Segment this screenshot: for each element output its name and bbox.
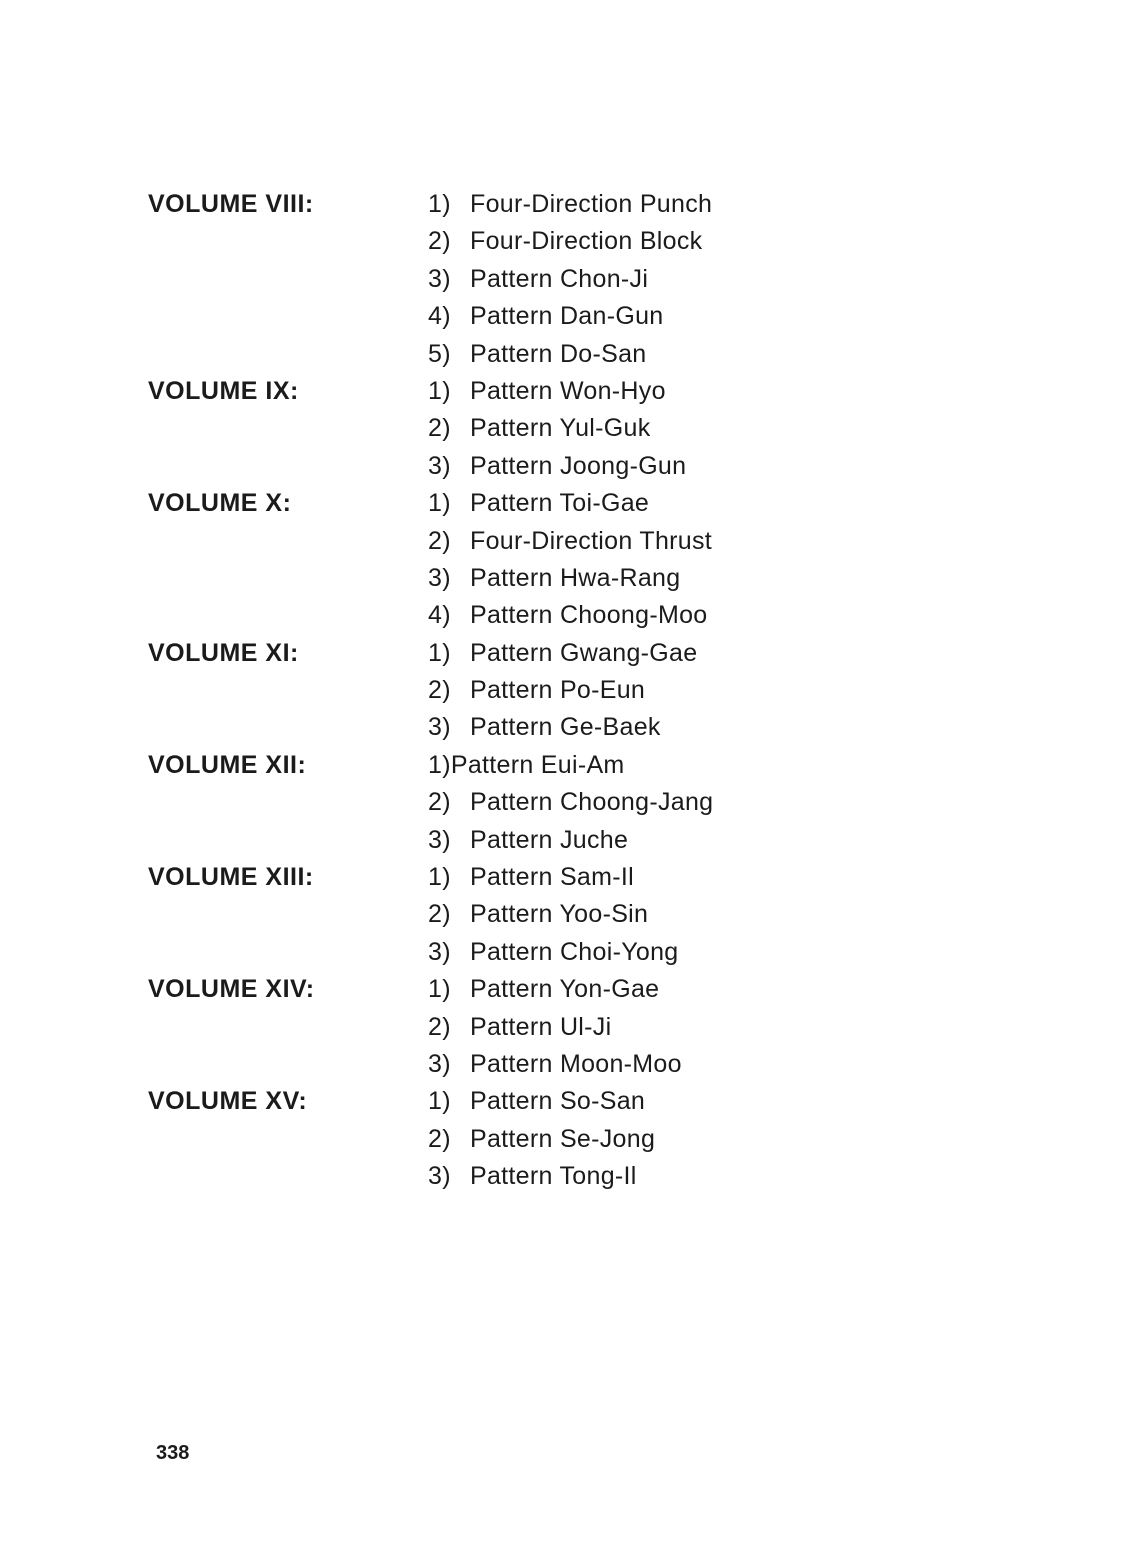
list-item — [428, 336, 848, 373]
item-number: 1) — [428, 863, 451, 892]
item-number: 1) — [428, 638, 451, 667]
item-number: 3) — [428, 563, 451, 592]
list-item — [428, 971, 848, 1008]
item-text: Pattern Ul-Ji — [470, 1012, 612, 1041]
item-text: Pattern Choi-Yong — [470, 937, 679, 966]
item-text: Pattern Toi-Gae — [470, 489, 650, 518]
volume-heading: VOLUME X: — [148, 489, 292, 518]
item-text: Pattern Chon-Ji — [470, 264, 649, 293]
item-text: Four-Direction Punch — [470, 190, 713, 218]
item-text: Pattern Do-San — [470, 339, 647, 368]
item-number: 2) — [428, 676, 451, 705]
item-number: 2) — [428, 788, 451, 817]
list-item — [428, 186, 848, 223]
item-text: Pattern Joong-Gun — [470, 451, 687, 480]
list-item — [428, 298, 848, 335]
volume-block — [148, 485, 848, 635]
list-item — [428, 896, 848, 933]
item-text: Pattern Dan-Gun — [470, 302, 664, 331]
item-text: Pattern Choong-Moo — [470, 601, 708, 630]
item-text: Pattern Tong-Il — [470, 1162, 637, 1191]
item-text: Four-Direction Block — [470, 227, 703, 256]
item-text: Pattern Hwa-Rang — [470, 563, 681, 592]
volume-item-list — [428, 1083, 848, 1195]
volume-item-list — [428, 971, 848, 1083]
list-item — [428, 261, 848, 298]
item-number: 4) — [428, 302, 451, 331]
volume-item-list — [428, 186, 848, 373]
item-number: 1) — [428, 489, 451, 518]
item-number: 4) — [428, 601, 451, 630]
list-item — [428, 747, 848, 784]
volume-block — [148, 859, 848, 971]
volume-heading: VOLUME XV: — [148, 1087, 308, 1116]
volume-item-list — [428, 373, 848, 485]
item-text: Pattern Choong-Jang — [470, 788, 714, 817]
item-number: 3) — [428, 713, 451, 742]
volume-heading: VOLUME XIV: — [148, 975, 315, 1004]
item-number: 2) — [428, 526, 451, 555]
item-text: Pattern Yoo-Sin — [470, 900, 649, 929]
item-number: 2) — [428, 1124, 451, 1153]
volume-block — [148, 747, 848, 859]
item-number: 3) — [428, 264, 451, 293]
list-item — [428, 1158, 848, 1195]
item-text: Pattern Sam-Il — [470, 863, 634, 892]
list-item — [428, 373, 848, 410]
item-text: Pattern So-San — [470, 1087, 646, 1116]
page-number: 338 — [156, 1442, 190, 1464]
list-item — [428, 448, 848, 485]
list-item — [428, 1083, 848, 1120]
volume-item-list — [428, 747, 848, 859]
volume-block — [148, 971, 848, 1083]
volume-block — [148, 1083, 848, 1195]
item-number: 3) — [428, 451, 451, 480]
item-text: Pattern Yul-Guk — [470, 414, 651, 443]
list-item — [428, 635, 848, 672]
volume-heading: VOLUME XI: — [148, 638, 299, 667]
volume-block — [148, 635, 848, 747]
item-number: 2) — [428, 414, 451, 443]
item-text: Pattern Yon-Gae — [470, 975, 660, 1004]
item-text: Pattern Gwang-Gae — [470, 638, 698, 667]
list-item — [428, 1121, 848, 1158]
item-number: 3) — [428, 825, 451, 854]
list-item — [428, 1046, 848, 1083]
volume-heading: VOLUME XIII: — [148, 863, 314, 892]
list-item — [428, 1009, 848, 1046]
list-item — [428, 560, 848, 597]
item-text: Pattern Won-Hyo — [470, 376, 666, 405]
list-item — [428, 597, 848, 634]
list-item — [428, 485, 848, 522]
item-text: Pattern Juche — [470, 825, 629, 854]
list-item — [428, 859, 848, 896]
item-number: 3) — [428, 1162, 451, 1191]
volume-list — [148, 186, 848, 1196]
item-text: Pattern Moon-Moo — [470, 1049, 682, 1078]
list-item — [428, 523, 848, 560]
item-text: Pattern Ge-Baek — [470, 713, 661, 742]
list-item — [428, 934, 848, 971]
volume-heading: VOLUME XII: — [148, 750, 307, 779]
item-text: Pattern Se-Jong — [470, 1124, 656, 1153]
volume-item-list — [428, 859, 848, 971]
list-item — [428, 822, 848, 859]
item-text: Pattern Po-Eun — [470, 676, 646, 705]
volume-block — [148, 373, 848, 485]
item-number: 1) — [428, 190, 451, 218]
volume-item-list — [428, 635, 848, 747]
volume-heading: VOLUME VIII: — [148, 190, 314, 218]
item-number: 2) — [428, 900, 451, 929]
list-item — [428, 223, 848, 260]
item-number: 3) — [428, 937, 451, 966]
list-item — [428, 784, 848, 821]
item-number: 5) — [428, 339, 451, 368]
item-number: 1) — [428, 750, 451, 779]
item-number: 3) — [428, 1049, 451, 1078]
volume-heading: VOLUME IX: — [148, 376, 299, 405]
item-number: 1) — [428, 1087, 451, 1116]
list-item — [428, 672, 848, 709]
item-text: Four-Direction Thrust — [470, 526, 713, 555]
item-number: 2) — [428, 1012, 451, 1041]
item-text: Pattern Eui-Am — [450, 750, 625, 779]
item-number: 2) — [428, 227, 451, 256]
volume-item-list — [428, 485, 848, 635]
item-number: 1) — [428, 975, 451, 1004]
list-item — [428, 709, 848, 746]
list-item — [428, 410, 848, 447]
volume-block — [148, 186, 848, 373]
item-number: 1) — [428, 376, 451, 405]
